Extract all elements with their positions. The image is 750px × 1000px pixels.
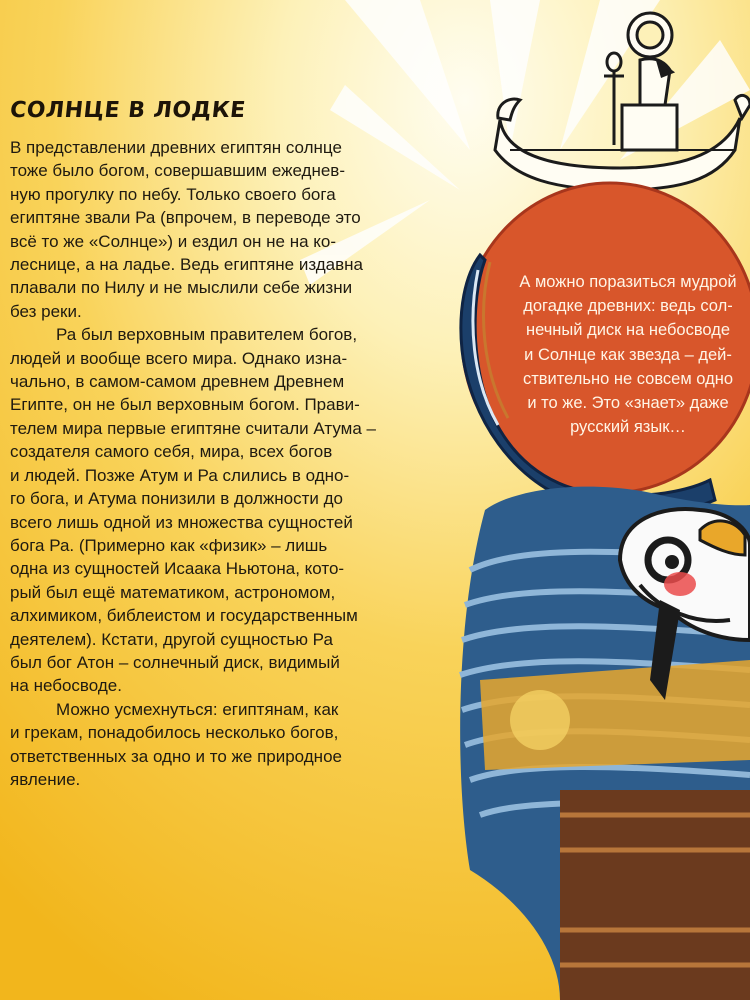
sun-disc-line: ствительно не совсем одно: [522, 369, 734, 388]
body-line: рый был ещё математиком, астрономом,: [10, 582, 336, 602]
body-line: без реки.: [10, 301, 82, 321]
body-line: людей и вообще всего мира. Однако изна-: [10, 348, 348, 368]
body-line: Можно усмехнуться: египтянам, как: [56, 699, 339, 719]
body-line: на небосводе.: [10, 676, 122, 696]
body-line: Ра был верховным правителем богов,: [56, 325, 358, 345]
sun-disc-line: и то же. Это «знает» даже: [527, 394, 729, 413]
body-line: го бога, и Атума понизили в должности до: [10, 489, 344, 509]
body-line: В представлении древних египтян солнце: [10, 138, 342, 157]
body-line: Египте, он не был верховным богом. Прави-: [10, 395, 360, 415]
body-line: и грекам, понадобилось несколько богов,: [10, 723, 339, 743]
body-line: и людей. Позже Атум и Ра слились в одно-: [10, 465, 350, 485]
body-line: алхимиком, библеистом и государственным: [10, 606, 358, 626]
body-line: всего лишь одной из множества сущностей: [10, 512, 353, 532]
body-line: ную прогулку по небу. Только своего бога: [10, 184, 336, 204]
body-line: явление.: [10, 769, 81, 789]
body-line: леснице, а на ладье. Ведь египтяне издавна: [10, 255, 363, 275]
body-line: одна из сущностей Исаака Ньютона, кото-: [10, 559, 345, 579]
body-line: плавали по Нилу и не мыслили себе жизни: [10, 278, 353, 298]
body-line: всё то же «Солнце») и ездил он не на ко-: [10, 231, 337, 251]
sun-disc-line: и Солнце как звезда – дей-: [524, 345, 732, 364]
sun-disc-line: русский язык…: [570, 418, 686, 437]
sun-disc-line: догадке древних: ведь сол-: [523, 297, 733, 316]
body-line: создателя самого себя, мира, всех богов: [10, 442, 333, 462]
body-line: деятелем). Кстати, другой сущностью Ра: [10, 629, 333, 649]
body-line: египтяне звали Ра (впрочем, в переводе это: [10, 208, 361, 228]
body-text: [10, 136, 400, 791]
page-title: СОЛНЦЕ В ЛОДКЕ: [8, 98, 247, 123]
body-line: бога Ра. (Примерно как «физик» – лишь: [10, 535, 328, 555]
body-line: чально, в самом-самом древнем Древнем: [10, 372, 345, 392]
body-line: телем мира первые египтяне считали Атума –: [10, 418, 376, 438]
sun-disc-line: нечный диск на небосводе: [525, 321, 731, 340]
body-line: тоже было богом, совершавшим ежеднев-: [10, 161, 345, 181]
body-line: был бог Атон – солнечный диск, видимый: [10, 652, 340, 672]
sun-disc-caption: [478, 270, 750, 439]
sun-disc-line: А можно поразиться мудрой: [519, 273, 737, 291]
body-line: ответственных за одно и то же природное: [10, 746, 342, 766]
